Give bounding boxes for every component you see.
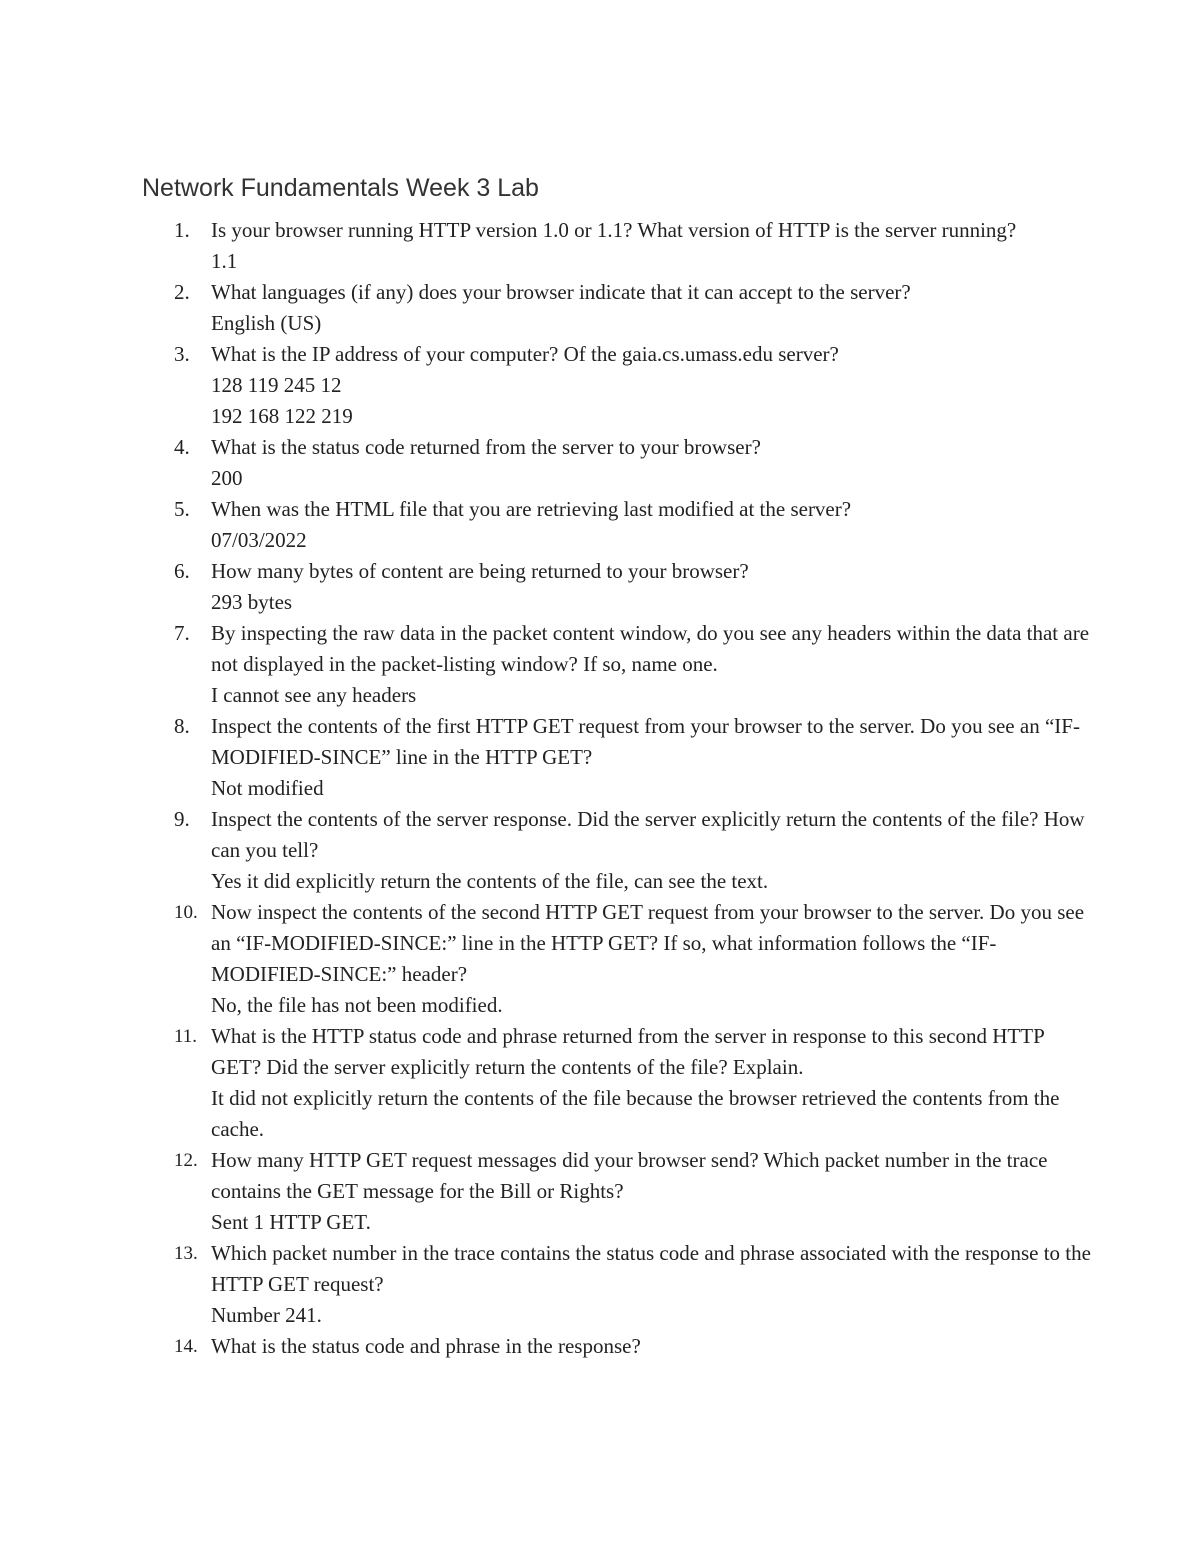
list-item xyxy=(0,711,1091,804)
question-text: When was the HTML file that you are retrieving last modified at the server? xyxy=(211,497,852,521)
item-number: 5. xyxy=(174,497,190,521)
list-item xyxy=(0,1021,1091,1145)
list-item xyxy=(0,1238,1091,1331)
question-text: Is your browser running HTTP version 1.0 or 1.1? What version of HTTP is the server running? xyxy=(211,218,1017,242)
answer-text: Not modified xyxy=(211,776,324,800)
item-number: 4. xyxy=(174,435,190,459)
item-number: 14. xyxy=(174,1336,198,1357)
question-text: What is the status code and phrase in the response? xyxy=(211,1334,641,1358)
answer-text: Number 241. xyxy=(211,1303,322,1327)
answer-text: 07/03/2022 xyxy=(211,528,307,552)
page-title: Network Fundamentals Week 3 Lab xyxy=(142,174,539,202)
answer-text: 1.1 xyxy=(211,249,238,273)
item-number: 2. xyxy=(174,280,190,304)
question-text: What languages (if any) does your browser indicate that it can accept to the server? xyxy=(211,280,911,304)
answer-text: Yes it did explicitly return the contents of the file, can see the text. xyxy=(211,869,769,893)
answer-text: Sent 1 HTTP GET. xyxy=(211,1210,371,1234)
answer-text: 192 168 122 219 xyxy=(211,404,353,428)
question-text: Which packet number in the trace contains the status code and phrase associated with the response to the HTTP GET request? xyxy=(211,1241,1091,1296)
list-item xyxy=(0,1145,1091,1238)
question-text: What is the status code returned from the server to your browser? xyxy=(211,435,761,459)
list-item xyxy=(0,618,1091,711)
question-text: Inspect the contents of the server response. Did the server explicitly return the contents of the file? How can you tell? xyxy=(211,807,1085,862)
item-number: 11. xyxy=(174,1026,198,1047)
question-text: Inspect the contents of the first HTTP GET request from your browser to the server. Do you see an “IF-MODIFIED-SINCE” line in the HTTP GET? xyxy=(211,714,1080,769)
list-item xyxy=(0,277,1091,339)
item-number: 13. xyxy=(174,1243,198,1264)
list-item xyxy=(0,556,1091,618)
answer-text: 128 119 245 12 xyxy=(211,373,342,397)
item-number: 3. xyxy=(174,342,190,366)
list-item xyxy=(0,804,1091,897)
item-number: 12. xyxy=(174,1150,198,1171)
answer-text: It did not explicitly return the contents of the file because the browser retrieved the contents from the cache. xyxy=(211,1086,1060,1141)
answer-text: 200 xyxy=(211,466,243,490)
item-number: 1. xyxy=(174,218,190,242)
item-number: 9. xyxy=(174,807,190,831)
question-text: What is the HTTP status code and phrase returned from the server in response to this second HTTP GET? Did the server explicitly return the contents of the file? Explain. xyxy=(211,1024,1044,1079)
answer-text: I cannot see any headers xyxy=(211,683,417,707)
question-text: Now inspect the contents of the second HTTP GET request from your browser to the server. Do you see an “IF-MODIFIED-SINCE:” line in the HTTP GET? If so, what information follows the “IF-MODIFIED-SINCE:” header? xyxy=(211,900,1085,986)
list-item xyxy=(0,432,1091,494)
question-text: By inspecting the raw data in the packet content window, do you see any headers within the data that are not displayed in the packet-listing window? If so, name one. xyxy=(211,621,1090,676)
item-number: 6. xyxy=(174,559,190,583)
question-list xyxy=(0,215,1200,1362)
list-item xyxy=(0,494,1091,556)
list-item xyxy=(0,215,1091,277)
question-text: How many bytes of content are being returned to your browser? xyxy=(211,559,749,583)
question-text: How many HTTP GET request messages did your browser send? Which packet number in the trace contains the GET message for the Bill or Rights? xyxy=(211,1148,1048,1203)
list-item xyxy=(0,339,1091,432)
question-text: What is the IP address of your computer? Of the gaia.cs.umass.edu server? xyxy=(211,342,839,366)
answer-text: No, the file has not been modified. xyxy=(211,993,503,1017)
answer-text: English (US) xyxy=(211,311,322,335)
answer-text: 293 bytes xyxy=(211,590,293,614)
item-number: 10. xyxy=(174,902,198,923)
list-item xyxy=(0,897,1091,1021)
item-number: 7. xyxy=(174,621,190,645)
list-item xyxy=(0,1331,1091,1362)
item-number: 8. xyxy=(174,714,190,738)
